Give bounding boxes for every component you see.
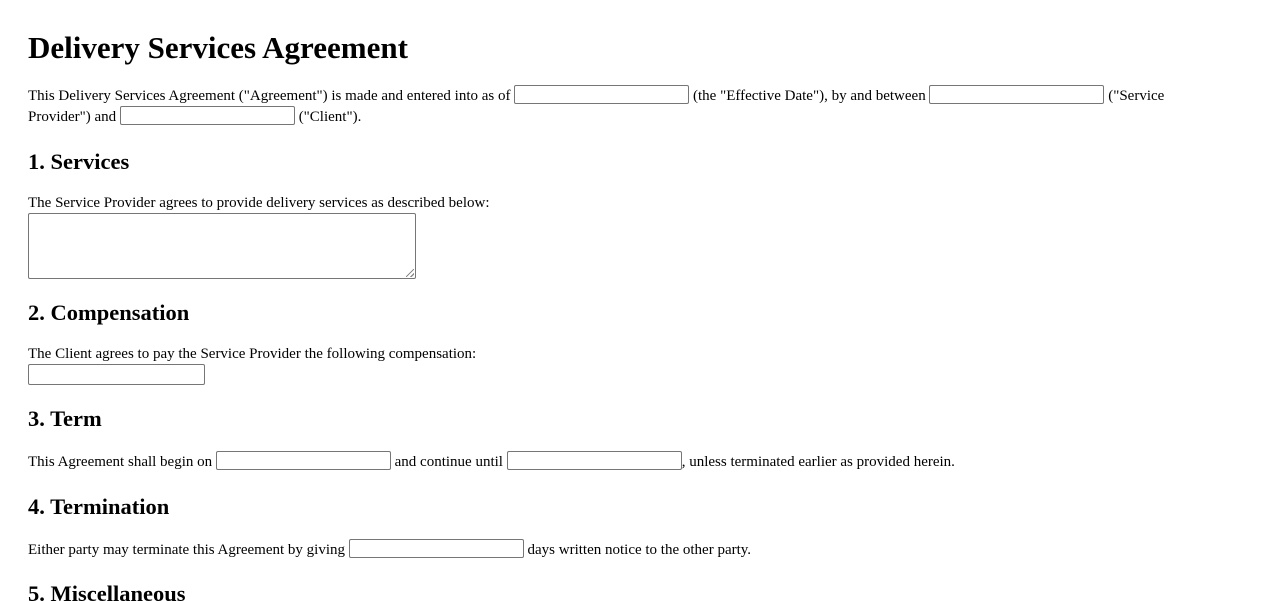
termination-paragraph — [28, 539, 751, 561]
term-text: and continue until — [394, 454, 503, 470]
page-title: Delivery Services Agreement — [28, 30, 408, 65]
section-heading-services: 1. Services — [28, 149, 130, 174]
termination-text: days written notice to the other party. — [527, 542, 752, 558]
intro-text: ("Client"). — [298, 109, 362, 125]
client-field[interactable] — [120, 106, 295, 125]
intro-text: (the "Effective Date"), by and between — [693, 88, 926, 104]
effective-date-field[interactable] — [514, 85, 689, 104]
compensation-field[interactable] — [28, 364, 205, 385]
intro-text: ("Service — [1108, 88, 1165, 104]
notice-days-field[interactable] — [349, 539, 524, 558]
resize-grip-icon[interactable] — [406, 269, 414, 277]
term-text: This Agreement shall begin on — [28, 454, 213, 470]
services-text: The Service Provider agrees to provide delivery services as described below: — [28, 195, 490, 211]
term-text: , unless terminated earlier as provided herein. — [681, 454, 955, 470]
termination-text: Either party may terminate this Agreement by giving — [28, 542, 345, 558]
service-provider-field[interactable] — [929, 85, 1104, 104]
section-heading-termination: 4. Termination — [28, 494, 170, 519]
services-description-textarea[interactable] — [28, 213, 416, 279]
intro-text: Provider") and — [28, 109, 117, 125]
compensation-text: The Client agrees to pay the Service Provider the following compensation: — [28, 346, 477, 362]
intro-paragraph-line-1 — [28, 85, 1164, 107]
start-date-field[interactable] — [216, 451, 391, 470]
section-heading-compensation: 2. Compensation — [28, 300, 190, 325]
section-heading-miscellaneous: 5. Miscellaneous — [28, 581, 186, 601]
end-date-field[interactable] — [507, 451, 682, 470]
term-paragraph — [28, 451, 955, 473]
intro-paragraph-line-2 — [28, 106, 361, 128]
section-heading-term: 3. Term — [28, 406, 102, 431]
intro-text: This Delivery Services Agreement ("Agreement") is made and entered into as of — [28, 88, 511, 104]
